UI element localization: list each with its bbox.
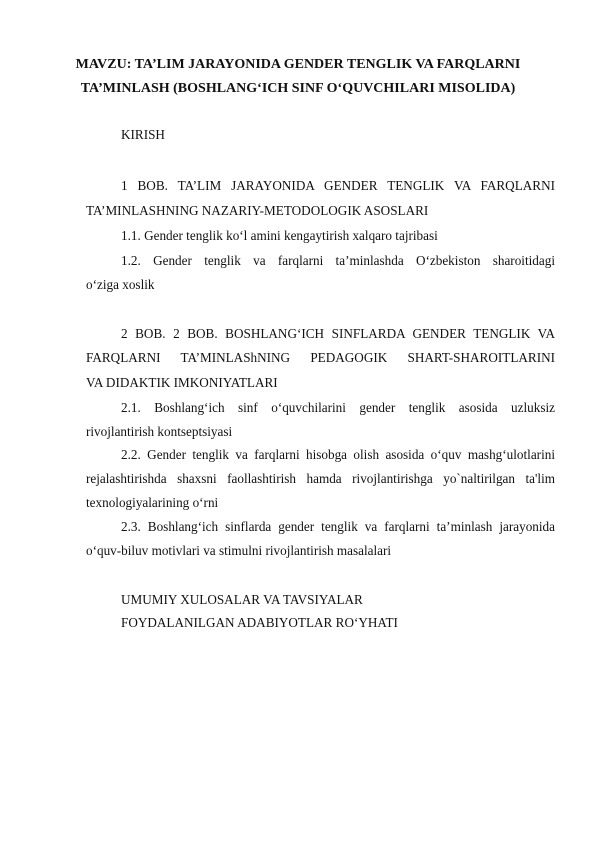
title-line-1: MAVZU: TA’LIM JARAYONIDA GENDER TENGLIK VA FARQLARNI	[75, 57, 521, 72]
toc-introduction: KIRISH	[121, 127, 165, 142]
section-2-3-line-1: 2.3. Boshlang‘ich sinflarda gender tenglik va farqlarni ta’minlash jarayonida	[121, 519, 555, 534]
toc-conclusion: UMUMIY XULOSALAR VA TAVSIYALAR	[121, 592, 363, 607]
section-1-2-line-2: o‘ziga xoslik	[86, 277, 155, 292]
chapter-1-heading-line-1: 1 BOB. TA’LIM JARAYONIDA GENDER TENGLIK VA FARQLARNI	[121, 178, 555, 193]
toc-references: FOYDALANILGAN ADABIYOTLAR RO‘YHATI	[121, 615, 398, 630]
section-2-2-line-3: texnologiyalarining o‘rni	[86, 495, 219, 510]
chapter-2-heading-line-2: FARQLARNI TA’MINLAShNING PEDAGOGIK SHART-SHAROITLARINI	[86, 350, 555, 365]
title-line-2: TA’MINLASH (BOSHLANG‘ICH SINF O‘QUVCHILARI MISOLIDA)	[80, 81, 516, 96]
section-2-3-line-2: o‘quv-biluv motivlari va stimulni rivojlantirish masalalari	[86, 543, 392, 558]
document-title	[60, 53, 536, 101]
section-2-1-line-1: 2.1. Boshlang‘ich sinf o‘quvchilarini gender tenglik asosida uzluksiz	[121, 400, 555, 415]
section-2-2-line-2: rejalashtirishda shaxsni faollashtirish hamda rivojlantirishga yo`naltirilgan ta'lim	[86, 471, 555, 486]
chapter-1-heading-line-2: TA’MINLASHNING NAZARIY-METODOLOGIK ASOSLARI	[86, 203, 429, 218]
section-2-1-line-2: rivojlantirish kontseptsiyasi	[86, 424, 233, 439]
section-1-2-line-1: 1.2. Gender tenglik va farqlarni ta’minlashda O‘zbekiston sharoitidagi	[121, 253, 555, 268]
chapter-2-heading-line-1: 2 BOB. 2 BOB. BOSHLANG‘ICH SINFLARDA GENDER TENGLIK VA	[121, 326, 555, 341]
section-2-2-line-1: 2.2. Gender tenglik va farqlarni hisobga olish asosida o‘quv mashg‘ulotlarini	[121, 447, 555, 462]
section-1-1: 1.1. Gender tenglik ko‘l amini kengaytirish xalqaro tajribasi	[121, 228, 438, 243]
chapter-2-heading-line-3: VA DIDAKTIK IMKONIYATLARI	[86, 375, 278, 390]
